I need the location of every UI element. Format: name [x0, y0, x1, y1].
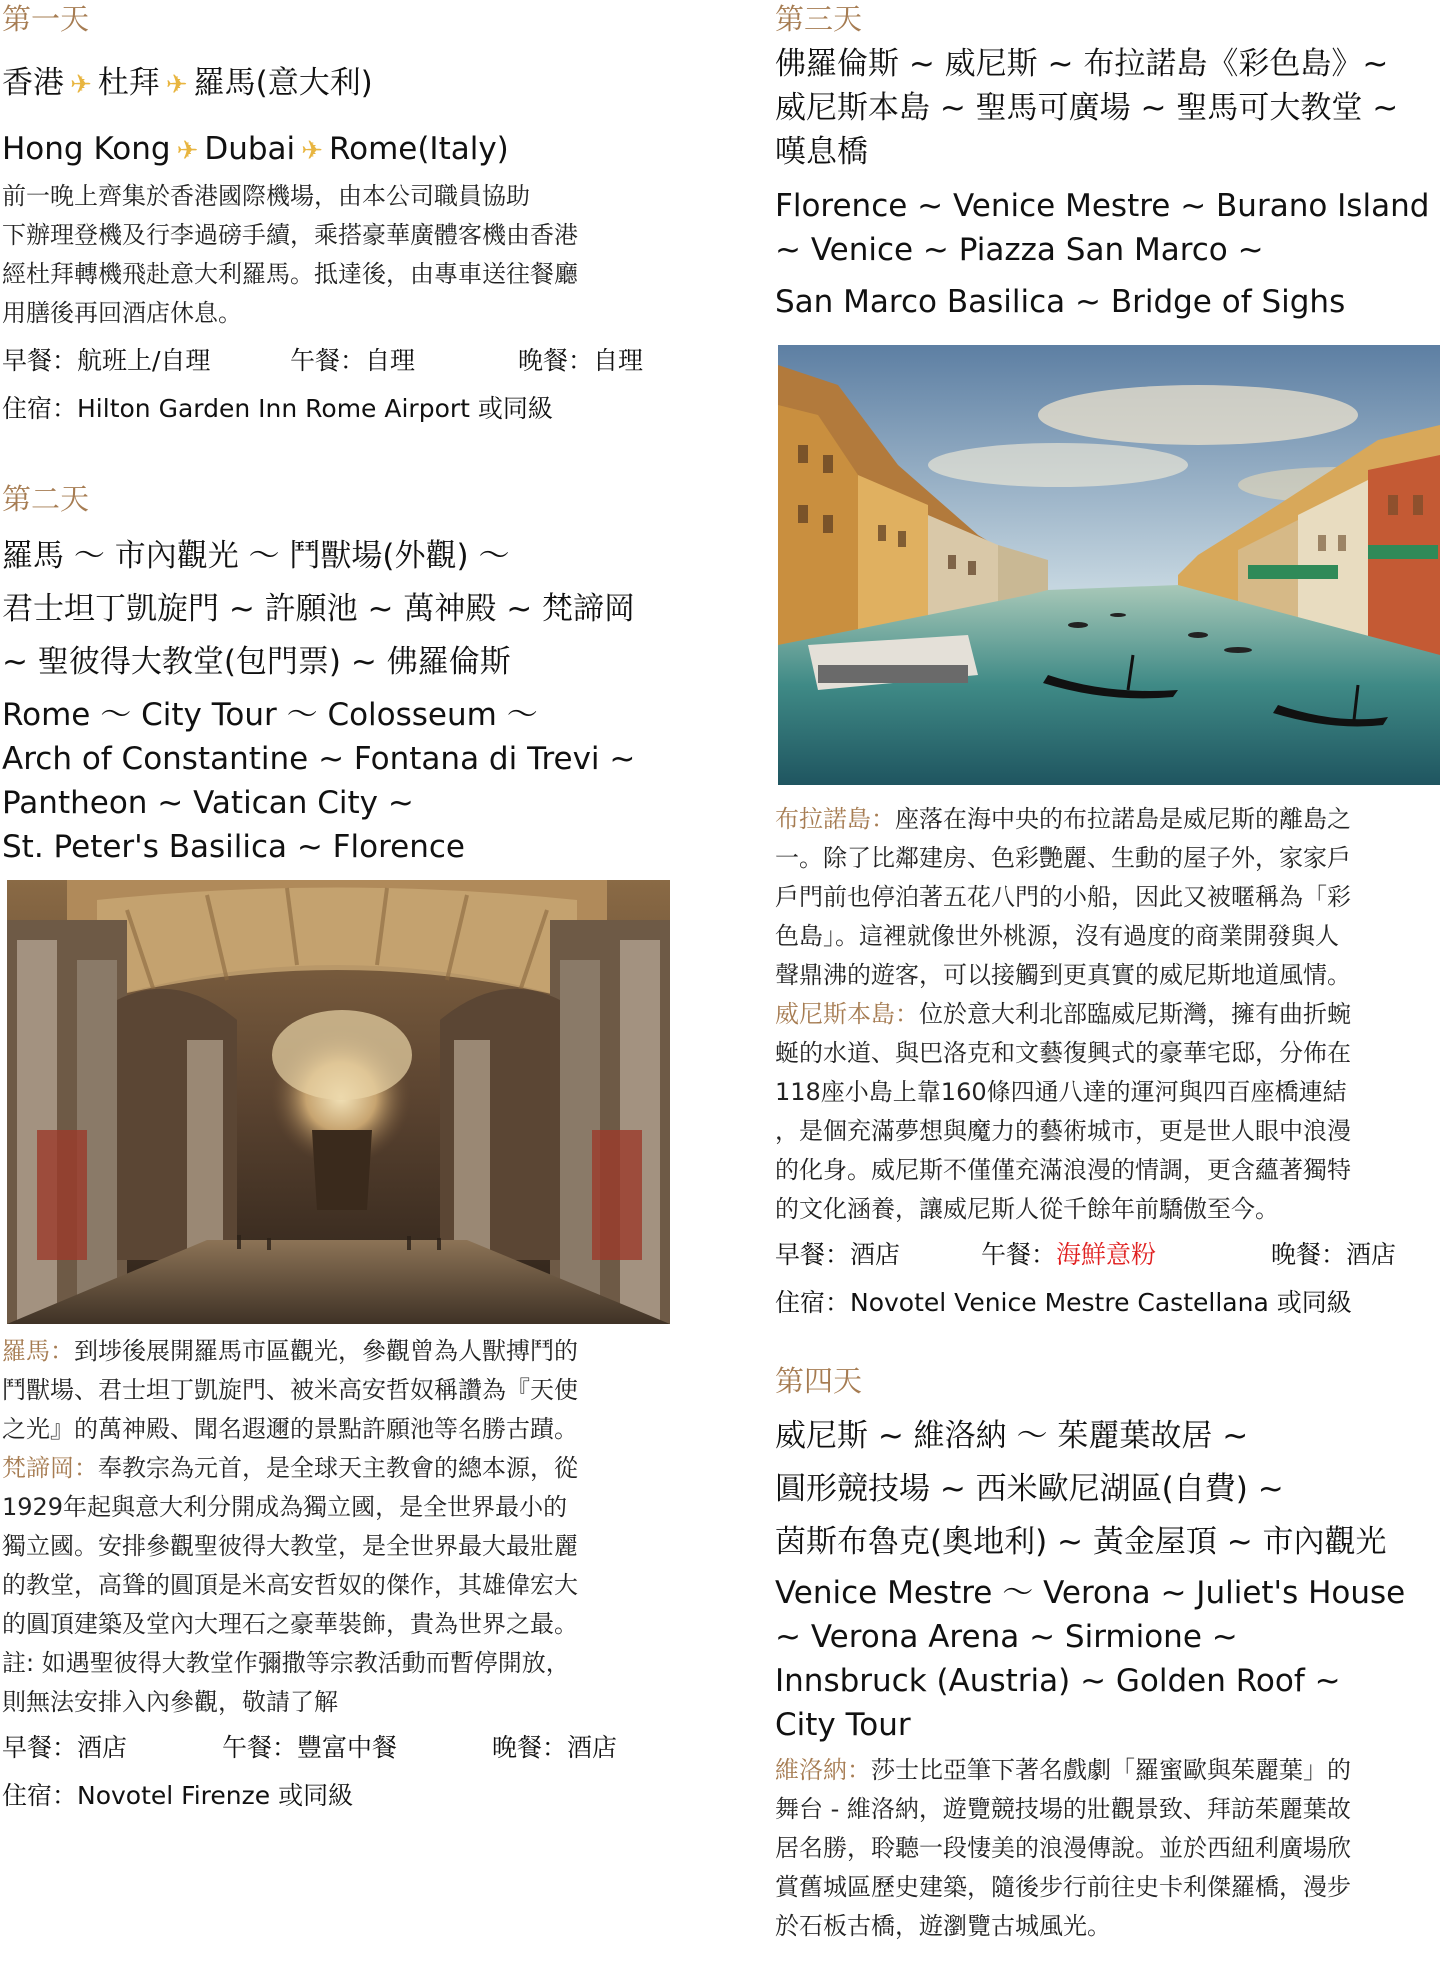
- dinner: 晚餐：酒店: [1271, 1240, 1397, 1269]
- plane-arrow-icon: ✈: [301, 136, 323, 166]
- day1-description: 前一晚上齊集於香港國際機場，由本公司職員協助 下辦理登機及行李過磅手續，乘搭豪華廣體客機由香港 經杜拜轉機飛赴意大利羅馬。抵達後，由專車送往餐廳 用膳後再回酒店休息。: [2, 182, 578, 327]
- day1-meals: [2, 341, 643, 381]
- st-peters-basilica-photo: [7, 880, 670, 1324]
- venice-grand-canal-photo: [778, 345, 1440, 785]
- day1-title: 第一天: [2, 2, 90, 36]
- day3-section: [775, 0, 1429, 324]
- venice-label: 威尼斯本島：: [775, 1000, 919, 1028]
- day1-hotel: 住宿：Hilton Garden Inn Rome Airport 或同級: [2, 394, 553, 423]
- lunch: 午餐：海鮮意粉: [981, 1235, 1271, 1275]
- day4-route-en: Venice Mestre ～ Verona ~ Juliet's House ~ Verona Arena ~ Sirmione ~ Innsbruck (Austria) ~ Golden Roof ~ City Tour: [775, 1575, 1406, 1743]
- lunch: 午餐：自理: [290, 346, 416, 375]
- vatican-description: 梵諦岡：奉教宗為元首，是全球天主教會的總本源，從 1929年起與意大利分開成為獨立國，是全世界最小的 獨立國。安排參觀聖彼得大教堂，是全世界最大最壯麗 的教堂，高聳的圓頂是米高安哲奴的傑作，其雄偉宏大 的圓頂建築及堂內大理石之豪華裝飾，貴為世界之最。: [2, 1454, 578, 1638]
- day2-route-en: Rome ～ City Tour ～ Colosseum ～ Arch of Constantine ~ Fontana di Trevi ~ Pantheon ~ Vatican City ~ St. Peter's Basilica ~ Florence: [2, 697, 636, 865]
- venice-description: 威尼斯本島：位於意大利北部臨威尼斯灣，擁有曲折蜿 蜒的水道、與巴洛克和文藝復興式的豪華宅邸，分佈在 118座小島上靠160條四通八達的運河與四百座橋連結 ，是個充滿夢想與魔力的藝術城市，更是世人眼中浪漫 的化身。威尼斯不僅僅充滿浪漫的情調，更含蘊著獨特 的文化涵養，讓威尼斯人從千餘年前驕傲至今。: [775, 1000, 1351, 1223]
- day2-note: 註: 如遇聖彼得大教堂作彌撒等宗教活動而暫停開放， 則無法安排入內參觀，敬請了解: [2, 1649, 570, 1716]
- plane-arrow-icon: ✈: [165, 70, 188, 100]
- day3-details: [775, 800, 1396, 1323]
- day2-hotel: 住宿：Novotel Firenze 或同級: [2, 1781, 354, 1810]
- day3-route-en: Florence ~ Venice Mestre ~ Burano Island ~ Venice ~ Piazza San Marco ~ San Marco Basilica ~ Bridge of Sighs: [775, 188, 1430, 320]
- day1-route-en: Hong Kong ✈ Dubai ✈ Rome(Italy): [2, 131, 509, 167]
- burano-label: 布拉諾島：: [775, 805, 895, 833]
- rome-description: 羅馬：到埗後展開羅馬市區觀光，參觀曾為人獸搏鬥的 鬥獸場、君士坦丁凱旋門、被米高安哲奴稱讚為『天使 之光』的萬神殿、聞名遐邇的景點許願池等名勝古蹟。: [2, 1337, 578, 1443]
- vatican-label: 梵諦岡：: [2, 1454, 98, 1482]
- lunch-highlight: 海鮮意粉: [1056, 1240, 1157, 1269]
- plane-arrow-icon: ✈: [70, 70, 92, 100]
- breakfast: 早餐：酒店: [2, 1733, 128, 1762]
- day3-title: 第三天: [775, 2, 863, 36]
- day2-route-zh: 羅馬 ～ 市內觀光 ～ 鬥獸場(外觀) ～ 君士坦丁凱旋門 ~ 許願池 ~ 萬神殿 ~ 梵諦岡 ~ 聖彼得大教堂(包門票) ~ 佛羅倫斯: [2, 538, 636, 680]
- day4-title: 第四天: [775, 1364, 863, 1398]
- dinner: 晚餐：自理: [518, 346, 644, 375]
- lunch: 午餐：豐富中餐: [222, 1733, 398, 1762]
- breakfast: 早餐：航班上/自理: [2, 346, 211, 375]
- day2-details: [2, 1332, 617, 1816]
- day3-route-zh: 佛羅倫斯 ~ 威尼斯 ~ 布拉諾島《彩色島》~ 威尼斯本島 ~ 聖馬可廣場 ~ 聖馬可大教堂 ~ 嘆息橋: [775, 46, 1399, 170]
- day2-title: 第二天: [2, 482, 90, 516]
- rome-label: 羅馬：: [2, 1337, 74, 1365]
- day1-route-zh: 香港 ✈ 杜拜 ✈ 羅馬(意大利): [2, 65, 373, 101]
- plane-arrow-icon: ✈: [176, 136, 199, 166]
- day3-hotel: 住宿：Novotel Venice Mestre Castellana 或同級: [775, 1288, 1352, 1317]
- burano-description: 布拉諾島：座落在海中央的布拉諾島是威尼斯的離島之 一。除了比鄰建房、色彩艷麗、生動的屋子外，家家戶 戶門前也停泊著五花八門的小船，因此又被暱稱為「彩 色島」。這裡就像世外桃源，沒有過度的商業開發與人 聲鼎沸的遊客，可以接觸到更真實的威尼斯地道風情。: [775, 805, 1351, 989]
- verona-description: 維洛納：莎士比亞筆下著名戲劇「羅蜜歐與茱麗葉」的 舞台 - 維洛納，遊覽競技場的壯觀景致、拜訪茱麗葉故 居名勝，聆聽一段悽美的浪漫傳說。並於西紐利廣場欣 賞舊城區歷史建築，隨後步行前往史卡利傑羅橋，漫步 於石板古橋，遊瀏覽古城風光。: [775, 1756, 1351, 1940]
- day1-section: [2, 0, 643, 429]
- verona-label: 維洛納：: [775, 1756, 871, 1784]
- day2-section: [2, 480, 635, 869]
- day4-route-zh: 威尼斯 ~ 維洛納 ～ 茱麗葉故居 ~ 圓形競技場 ~ 西米歐尼湖區(自費) ~ 茵斯布魯克(奧地利) ~ 黃金屋頂 ~ 市內觀光: [775, 1418, 1387, 1560]
- day3-meals: [775, 1235, 1396, 1275]
- breakfast: 早餐：酒店: [775, 1240, 901, 1269]
- dinner: 晚餐：酒店: [492, 1733, 618, 1762]
- day4-section: [775, 1362, 1405, 1946]
- day2-meals: [2, 1728, 617, 1768]
